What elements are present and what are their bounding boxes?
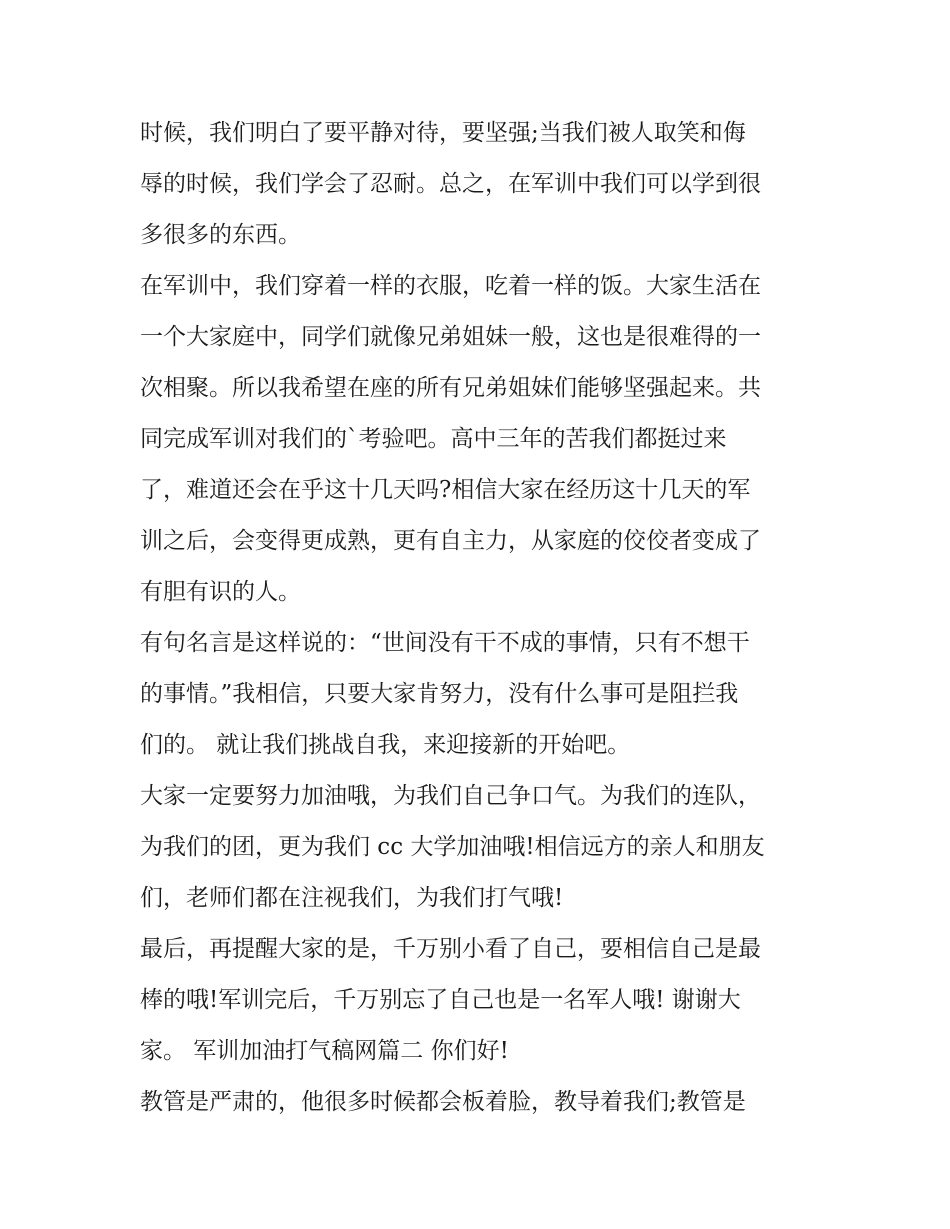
- text-line: 棒的哦!军训完后，千万别忘了自己也是一名军人哦! 谢谢大: [140, 987, 741, 1013]
- text-line: 有句名言是这样说的：“世间没有干不成的事情，只有不想干: [140, 630, 750, 656]
- text-line: 了，难道还会在乎这十几天吗?相信大家在经历这十几天的军: [140, 477, 751, 503]
- text-line: 一个大家庭中，同学们就像兄弟姐妹一般，这也是很难得的一: [140, 324, 761, 350]
- text-line: 时候，我们明白了要平静对待，要坚强;当我们被人取笑和侮: [140, 120, 746, 146]
- text-line: 最后，再提醒大家的是，千万别小看了自己，要相信自己是最: [140, 936, 761, 962]
- text-line: 同完成军训对我们的`考验吧。高中三年的苦我们都挺过来: [140, 426, 727, 452]
- text-line: 们，老师们都在注视我们，为我们打气哦!: [140, 885, 564, 911]
- text-line: 多很多的东西。: [140, 222, 301, 248]
- text-line: 训之后，会变得更成熟，更有自主力，从家庭的佼佼者变成了: [140, 528, 761, 554]
- text-line: 在军训中，我们穿着一样的衣服，吃着一样的饭。大家生活在: [140, 273, 761, 299]
- text-line: 教管是严肃的，他很多时候都会板着脸，教导着我们;教管是: [140, 1089, 746, 1115]
- text-line: 有胆有识的人。: [140, 579, 301, 605]
- text-line: 们的。 就让我们挑战自我，来迎接新的开始吧。: [140, 732, 631, 758]
- text-line: 的事情。”我相信，只要大家肯努力，没有什么事可是阻拦我: [140, 681, 739, 707]
- text-line: 辱的时候，我们学会了忍耐。总之，在军训中我们可以学到很: [140, 171, 761, 197]
- document-body: [140, 108, 820, 1128]
- text-line: 为我们的团，更为我们 cc 大学加油哦!相信远方的亲人和朋友: [140, 834, 765, 860]
- text-line: 次相聚。所以我希望在座的所有兄弟姐妹们能够坚强起来。共: [140, 375, 761, 401]
- text-line: 家。 军训加油打气稿网篇二 你们好!: [140, 1038, 509, 1064]
- text-line: 大家一定要努力加油哦，为我们自己争口气。为我们的连队，: [140, 783, 761, 809]
